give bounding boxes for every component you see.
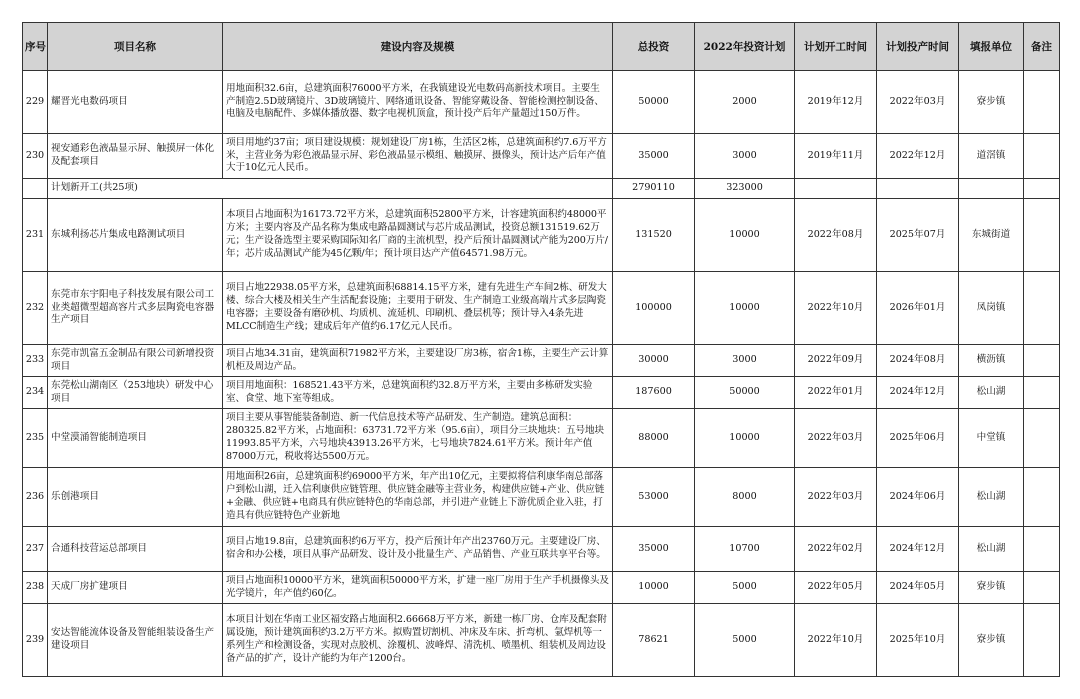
subtotal-plan: 323000 [695, 179, 795, 199]
row-total-investment: 35000 [613, 527, 695, 572]
row-project-name: 东莞市东宇阳电子科技发展有限公司工业类超微型超高容片式多层陶瓷电容器生产项目 [48, 272, 223, 345]
row-content: 项目占地34.31亩，建筑面积71982平方米，主要建设厂房3栋，宿舍1栋，主要生产云计算机柜及周边产品。 [223, 345, 613, 377]
col-header-production: 计划投产时间 [877, 23, 959, 71]
row-total-investment: 10000 [613, 572, 695, 604]
row-production-time: 2024年12月 [877, 377, 959, 409]
table-row [23, 572, 1060, 604]
row-production-time: 2022年03月 [877, 71, 959, 134]
row-total-investment: 88000 [613, 409, 695, 468]
row-seq: 237 [23, 527, 48, 572]
col-header-remark: 备注 [1024, 23, 1060, 71]
row-start-time: 2022年08月 [795, 199, 877, 272]
row-start-time: 2022年05月 [795, 572, 877, 604]
table-row [23, 377, 1060, 409]
row-seq: 239 [23, 604, 48, 677]
row-total-investment: 131520 [613, 199, 695, 272]
row-plan-2022: 8000 [695, 468, 795, 527]
row-remark [1024, 409, 1060, 468]
project-table [22, 22, 1060, 677]
row-remark [1024, 199, 1060, 272]
row-project-name: 东城利扬芯片集成电路测试项目 [48, 199, 223, 272]
row-remark [1024, 527, 1060, 572]
row-content: 项目用地面积：168521.43平方米，总建筑面积约32.8万平方米，主要由多栋研发实验室、食堂、地下室等组成。 [223, 377, 613, 409]
row-reporting-unit: 松山湖 [959, 468, 1024, 527]
row-total-investment: 53000 [613, 468, 695, 527]
row-seq: 232 [23, 272, 48, 345]
row-production-time: 2024年12月 [877, 527, 959, 572]
row-plan-2022: 3000 [695, 345, 795, 377]
row-reporting-unit: 寮步镇 [959, 604, 1024, 677]
row-plan-2022: 10000 [695, 272, 795, 345]
col-header-name: 项目名称 [48, 23, 223, 71]
row-reporting-unit: 松山湖 [959, 377, 1024, 409]
row-seq: 234 [23, 377, 48, 409]
row-project-name: 耀晋光电数码项目 [48, 71, 223, 134]
subtotal-seq [23, 179, 48, 199]
col-header-start: 计划开工时间 [795, 23, 877, 71]
row-project-name: 乐创港项目 [48, 468, 223, 527]
row-reporting-unit: 东城街道 [959, 199, 1024, 272]
col-header-seq: 序号 [23, 23, 48, 71]
row-reporting-unit: 横沥镇 [959, 345, 1024, 377]
row-plan-2022: 10000 [695, 409, 795, 468]
row-reporting-unit: 松山湖 [959, 527, 1024, 572]
row-reporting-unit: 寮步镇 [959, 572, 1024, 604]
row-project-name: 安达智能流体设备及智能组装设备生产建设项目 [48, 604, 223, 677]
row-seq: 229 [23, 71, 48, 134]
row-seq: 238 [23, 572, 48, 604]
row-plan-2022: 3000 [695, 134, 795, 179]
subtotal-remark [1024, 179, 1060, 199]
row-start-time: 2022年02月 [795, 527, 877, 572]
rows-before-subtotal [23, 71, 1060, 179]
subtotal-row [23, 179, 1060, 199]
row-seq: 235 [23, 409, 48, 468]
row-production-time: 2024年08月 [877, 345, 959, 377]
row-remark [1024, 572, 1060, 604]
subtotal-label: 计划新开工(共25项) [48, 179, 613, 199]
table-row [23, 468, 1060, 527]
row-remark [1024, 604, 1060, 677]
row-production-time: 2025年06月 [877, 409, 959, 468]
row-production-time: 2024年05月 [877, 572, 959, 604]
table-row [23, 604, 1060, 677]
row-start-time: 2022年03月 [795, 409, 877, 468]
row-remark [1024, 71, 1060, 134]
row-content: 本项目计划在华南工业区福安路占地面积2.66668万平方米，新建一栋厂房、仓库及配套附属设施，预计建筑面积约3.2万平方米。拟购置切割机、冲床及车床、折弯机、氩焊机等一系列生产和检测设备，实现对点胶机、涂覆机、波峰焊、清洗机、喷墨机、组装机及周边设备产品的扩产，设计产能约为年产1200台。 [223, 604, 613, 677]
row-content: 本项目占地面积为16173.72平方米，总建筑面积52800平方米，计容建筑面积约48000平方米；主要内容及产品名称为集成电路晶圆测试与芯片成品测试，投资总额131519.62万元；生产设备选型主要采购国际知名厂商的主流机型，投产后预计晶圆测试产能为200万片/年；芯片成品测试产能为45亿颗/年；预计项目达产产值64571.98万元。 [223, 199, 613, 272]
row-remark [1024, 134, 1060, 179]
row-start-time: 2022年01月 [795, 377, 877, 409]
row-content: 项目主要从事智能装备制造、新一代信息技术等产品研发、生产制造。建筑总面积：280325.82平方米，占地面积：63731.72平方米（95.6亩），项目分三块地块：五号地块11993.85平方米，六号地块43913.26平方米，七号地块7824.61平方米。预计年产值87000万元，税收将达5500万元。 [223, 409, 613, 468]
row-reporting-unit: 凤岗镇 [959, 272, 1024, 345]
row-seq: 231 [23, 199, 48, 272]
row-project-name: 东莞松山湖南区（253地块）研发中心项目 [48, 377, 223, 409]
table-row [23, 199, 1060, 272]
row-total-investment: 30000 [613, 345, 695, 377]
row-content: 项目占地22938.05平方米，总建筑面积68814.15平方米，建有先进生产车间2栋、研发大楼、综合大楼及相关生产生活配套设施；主要用于研发、生产制造工业级高端片式多层陶瓷电容器；主要设备有磨砂机、均质机、流延机、印刷机、叠层机等；预计导入4条先进MLCC制造生产线；建成后年产值约6.17亿元人民币。 [223, 272, 613, 345]
row-production-time: 2026年01月 [877, 272, 959, 345]
row-plan-2022: 2000 [695, 71, 795, 134]
row-plan-2022: 50000 [695, 377, 795, 409]
row-content: 项目用地约37亩；项目建设规模：规划建设厂房1栋，生活区2栋，总建筑面积约7.6万平方米，主营业务为彩色液晶显示屏、彩色液晶显示模组、触摸屏、摄像头，预计达产后年产值大于10亿元人民币。 [223, 134, 613, 179]
table-row [23, 409, 1060, 468]
row-start-time: 2019年11月 [795, 134, 877, 179]
row-total-investment: 78621 [613, 604, 695, 677]
table-row [23, 134, 1060, 179]
row-total-investment: 100000 [613, 272, 695, 345]
subtotal-section [23, 179, 1060, 199]
rows-after-subtotal [23, 199, 1060, 677]
row-total-investment: 35000 [613, 134, 695, 179]
row-production-time: 2024年06月 [877, 468, 959, 527]
col-header-plan2022: 2022年投资计划 [695, 23, 795, 71]
row-plan-2022: 5000 [695, 604, 795, 677]
row-production-time: 2025年07月 [877, 199, 959, 272]
row-content: 项目占地19.8亩，总建筑面积约6万平方，投产后预计年产出23760万元。主要建设厂房、宿舍和办公楼，项目从事产品研发、设计及小批量生产、产品销售、产业互联共享平台等。 [223, 527, 613, 572]
table-row [23, 527, 1060, 572]
header-row [23, 23, 1060, 71]
row-total-investment: 50000 [613, 71, 695, 134]
subtotal-unit [959, 179, 1024, 199]
row-plan-2022: 5000 [695, 572, 795, 604]
row-project-name: 视安通彩色液晶显示屏、触摸屏一体化及配套项目 [48, 134, 223, 179]
row-start-time: 2019年12月 [795, 71, 877, 134]
row-seq: 230 [23, 134, 48, 179]
row-seq: 236 [23, 468, 48, 527]
col-header-total: 总投资 [613, 23, 695, 71]
col-header-content: 建设内容及规模 [223, 23, 613, 71]
row-plan-2022: 10700 [695, 527, 795, 572]
subtotal-total: 2790110 [613, 179, 695, 199]
row-remark [1024, 468, 1060, 527]
row-reporting-unit: 寮步镇 [959, 71, 1024, 134]
table-row [23, 272, 1060, 345]
row-project-name: 合通科技营运总部项目 [48, 527, 223, 572]
row-start-time: 2022年09月 [795, 345, 877, 377]
row-production-time: 2022年12月 [877, 134, 959, 179]
subtotal-production [877, 179, 959, 199]
row-remark [1024, 272, 1060, 345]
row-reporting-unit: 中堂镇 [959, 409, 1024, 468]
table-row [23, 71, 1060, 134]
row-total-investment: 187600 [613, 377, 695, 409]
row-remark [1024, 377, 1060, 409]
row-start-time: 2022年03月 [795, 468, 877, 527]
subtotal-start [795, 179, 877, 199]
row-project-name: 天成厂房扩建项目 [48, 572, 223, 604]
table-row [23, 345, 1060, 377]
row-start-time: 2022年10月 [795, 272, 877, 345]
row-remark [1024, 345, 1060, 377]
row-start-time: 2022年10月 [795, 604, 877, 677]
row-plan-2022: 10000 [695, 199, 795, 272]
row-project-name: 中堂漠涌智能制造项目 [48, 409, 223, 468]
row-content: 用地面积26亩，总建筑面积约69000平方米，年产出10亿元，主要拟将信利康华南总部落户到松山湖，迁入信利康供应链管理、供应链金融等主营业务，构建供应链+产业、供应链+金融、供应链+电商具有供应链特色的华南总部，并引进产业链上下游优质企业入驻，打造具有供应链特色产业新地 [223, 468, 613, 527]
row-reporting-unit: 道滘镇 [959, 134, 1024, 179]
row-content: 项目占地面积10000平方米，建筑面积50000平方米，扩建一座厂房用于生产手机摄像头及光学镜片，年产值约60亿。 [223, 572, 613, 604]
row-production-time: 2025年10月 [877, 604, 959, 677]
project-table-sheet [22, 22, 1060, 677]
col-header-unit: 填报单位 [959, 23, 1024, 71]
row-seq: 233 [23, 345, 48, 377]
row-content: 用地面积32.6亩，总建筑面积76000平方米，在我镇建设光电数码高新技术项目。主要生产制造2.5D玻璃镜片、3D玻璃镜片、网络通讯设备、智能穿戴设备、智能检测控制设备、电脑及电脑配件、多媒体播放器、数字电视机顶盒，预计投产后年产量超过150万件。 [223, 71, 613, 134]
row-project-name: 东莞市凯富五金制品有限公司新增投资项目 [48, 345, 223, 377]
